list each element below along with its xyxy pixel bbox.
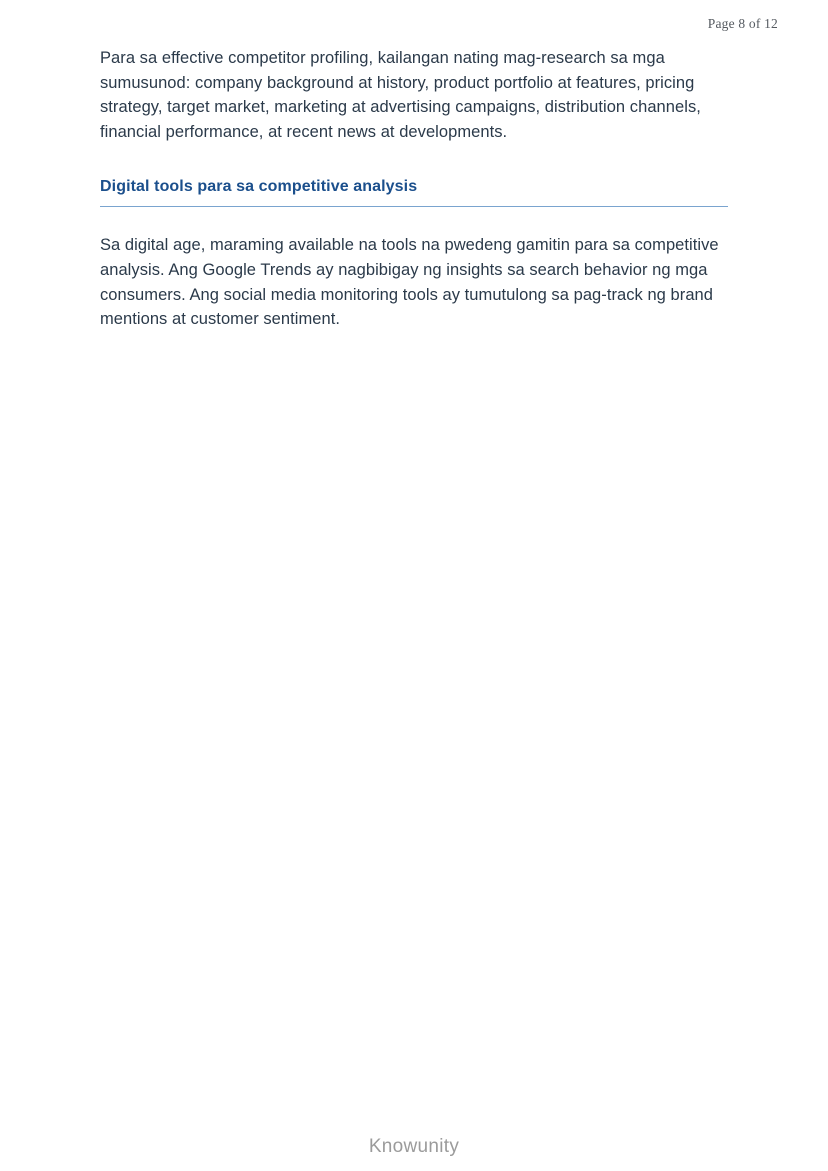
page-content	[100, 46, 728, 332]
intro-paragraph: Para sa effective competitor profiling, kailangan nating mag-research sa mga sumusunod: company background at history, product portfolio at features, pricing strategy, target market, marketing at advertising campaigns, distribution channels, financial performance, at recent news at developments.	[100, 49, 701, 141]
section-paragraph: Sa digital age, maraming available na tools na pwedeng gamitin para sa competitive analysis. Ang Google Trends ay nagbibigay ng insights sa search behavior ng mga consumers. Ang social media monitoring tools ay tumutulong sa pag-track ng brand mentions at customer sentiment.	[100, 236, 719, 329]
section-heading: Digital tools para sa competitive analysis	[100, 178, 418, 196]
page-number-label: Page 8 of 12	[707, 16, 778, 31]
heading-divider	[100, 206, 728, 207]
section-digital-tools	[100, 178, 728, 331]
watermark-label: Knowunity	[368, 1136, 460, 1157]
